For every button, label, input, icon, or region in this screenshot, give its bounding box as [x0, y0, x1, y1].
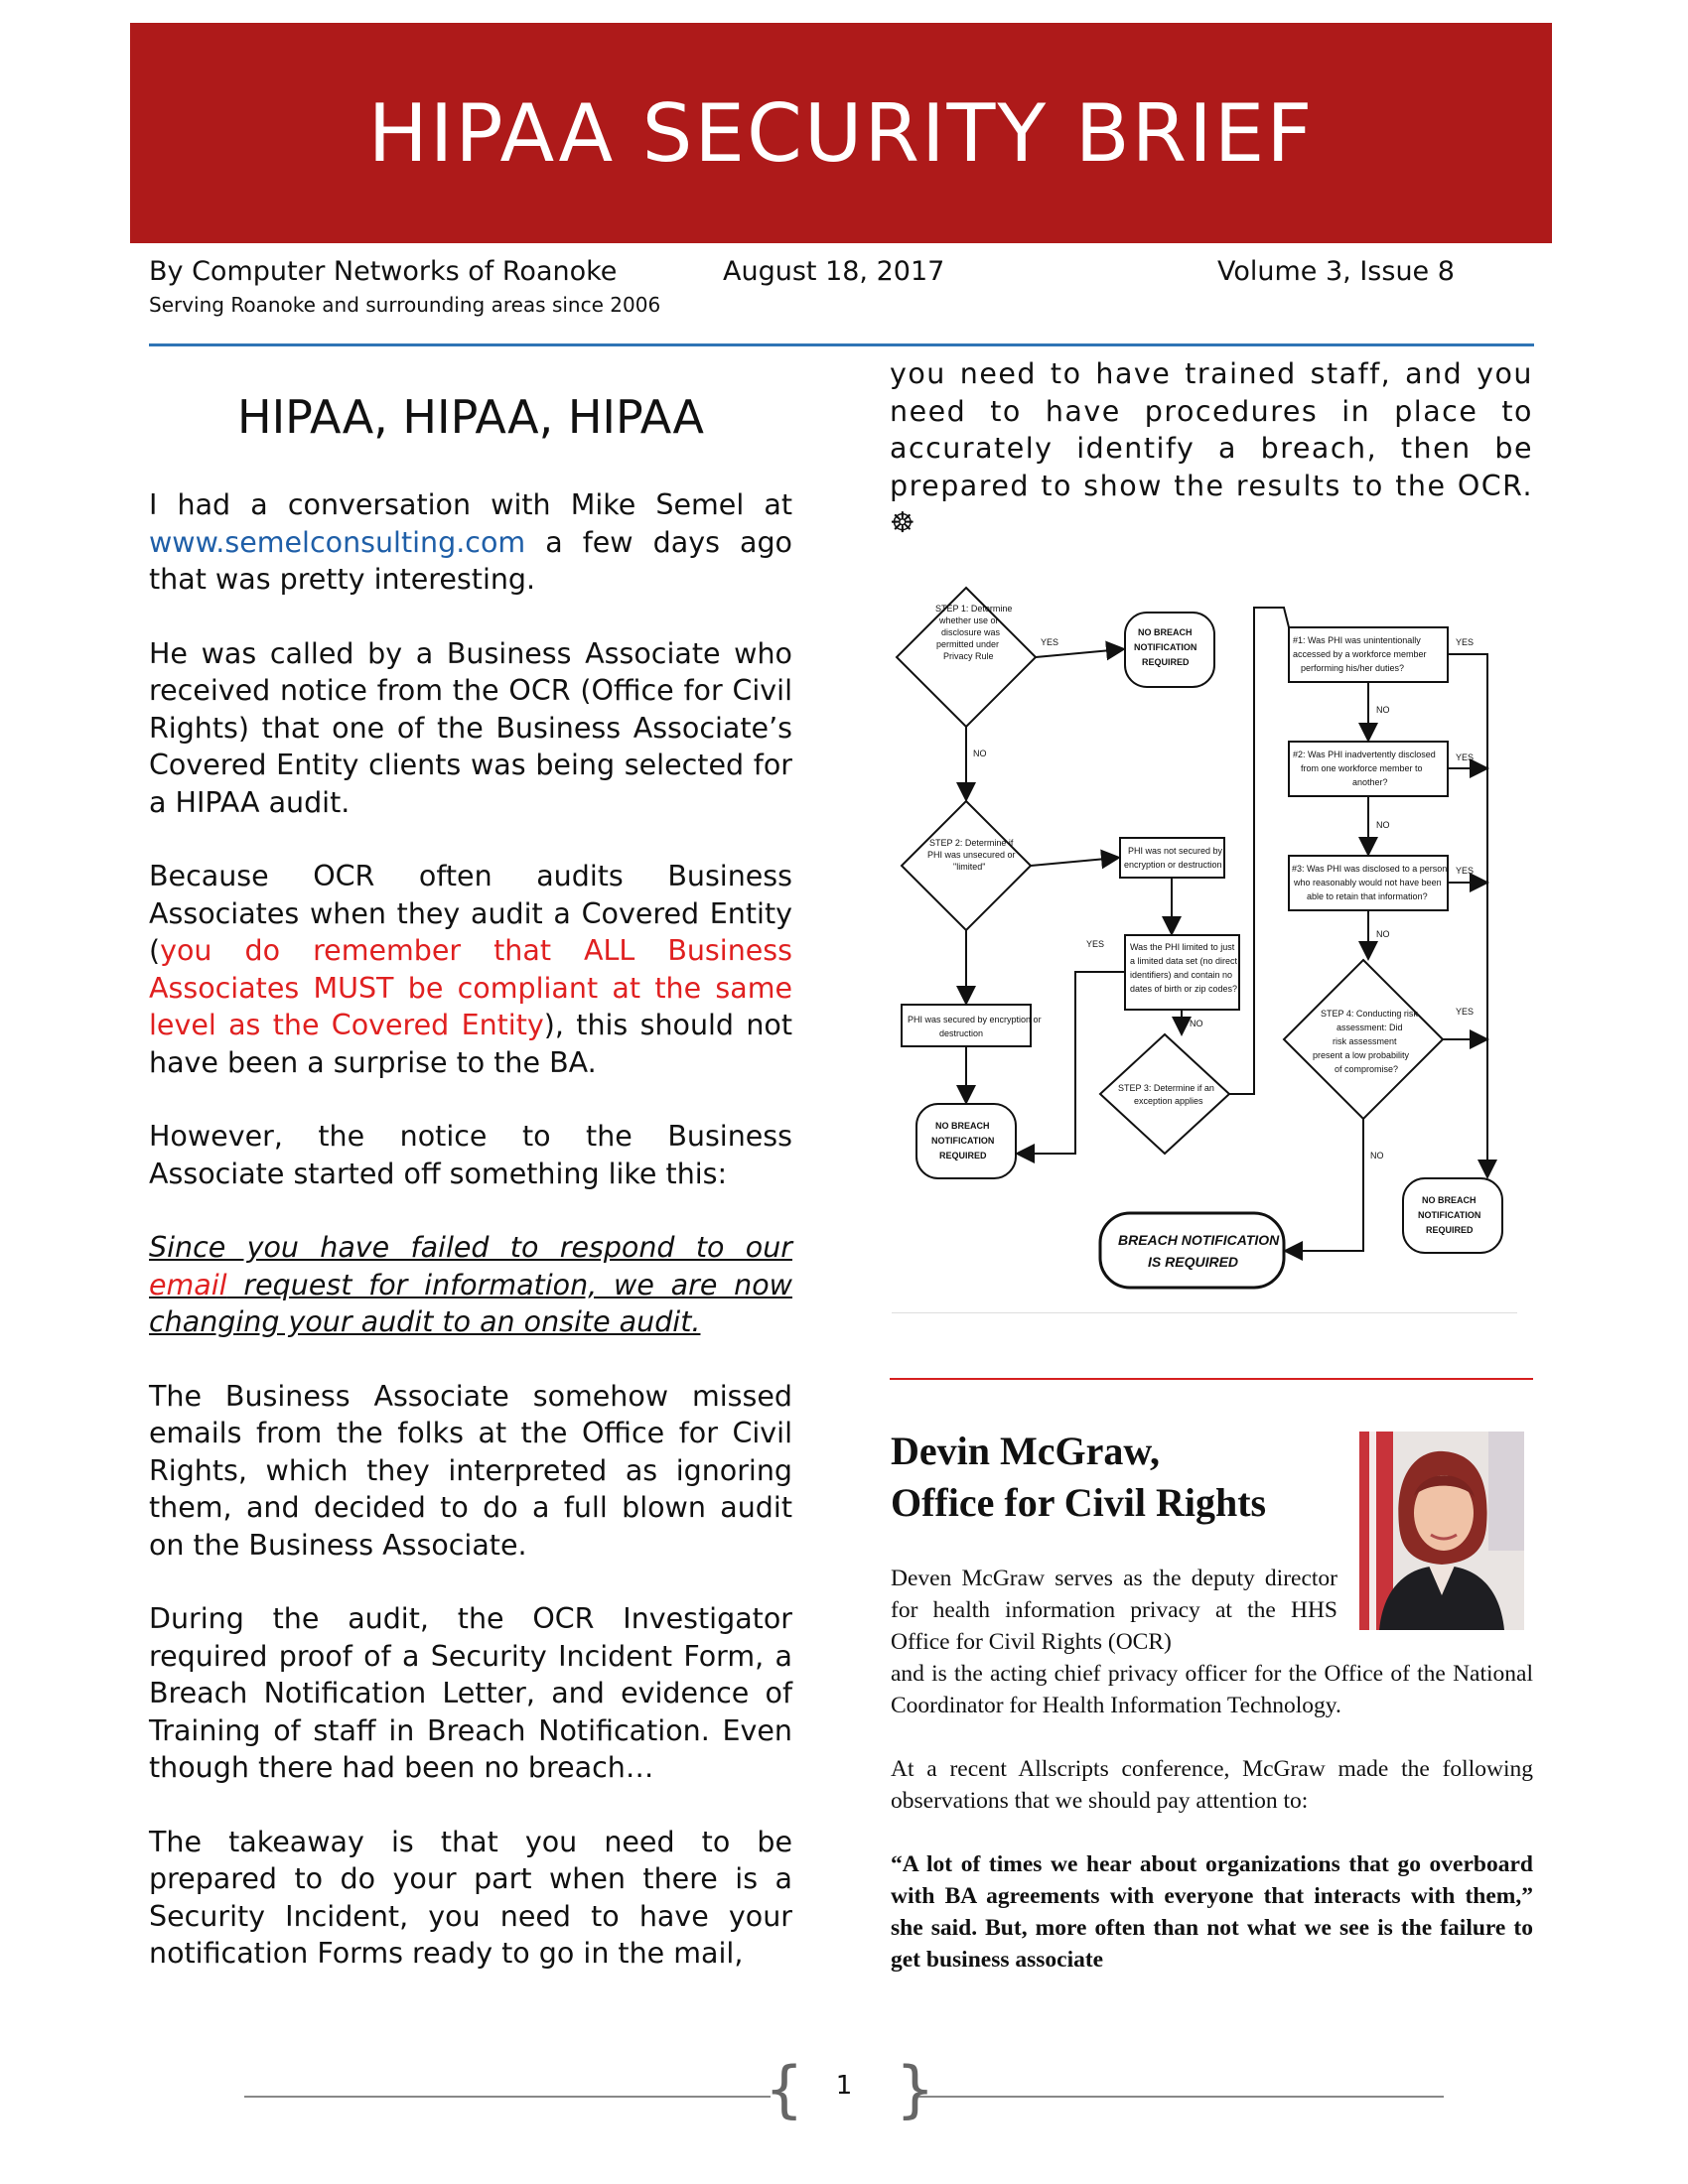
step4-line-4: of compromise? — [1335, 1064, 1399, 1074]
compliance-highlight: you do remember that ALL Business Associates MUST be compliant at the same level as the Covered Entity — [149, 934, 792, 1041]
profile-bio: Deven McGraw serves as the deputy director for health information privacy at the HHS Office for Civil Rights (OCR) — [891, 1566, 1337, 1655]
footer-rule-left — [244, 2096, 771, 2098]
not-secured-line-0: PHI was not secured by — [1128, 846, 1223, 856]
article-paragraph-7: The takeaway is that you need to be prepared to do your part when there is a Security Incident, you need to have your notification Forms ready to go in the mail, — [149, 1825, 792, 1970]
volume-issue: Volume 3, Issue 8 — [1217, 256, 1455, 287]
breach-required-line-0: BREACH NOTIFICATION — [1118, 1232, 1280, 1248]
q1-line-1: accessed by a workforce member — [1293, 649, 1427, 659]
no-breach-2-line-2: REQUIRED — [939, 1151, 987, 1160]
yes-label-q3: YES — [1456, 866, 1475, 876]
no-label-q2: NO — [1376, 820, 1390, 830]
q3-line-0: #3: Was PHI was disclosed to a person — [1292, 864, 1448, 874]
limited-line-0: Was the PHI limited to just — [1130, 942, 1235, 952]
q1-line-2: performing his/her duties? — [1301, 663, 1405, 673]
yes-label-q2: YES — [1456, 752, 1475, 762]
newsletter-title: HIPAA SECURITY BRIEF — [367, 86, 1315, 180]
article-paragraph-2: He was called by a Business Associate who received notice from the OCR (Office for Civil Rights) that one of the Business Associate’s Covered Entity clients was being selected for a HIPAA audit. — [149, 636, 792, 819]
q2-line-2: another? — [1352, 777, 1388, 787]
step2-line-1: PHI was unsecured or — [927, 850, 1016, 860]
article-paragraph-3: Because OCR often audits Business Associates when they audit a Covered Entity (you do remember that ALL Business Associates MUST be compliant at the same level as the Covered Entity), this should not have been a surprise to the BA. — [149, 860, 792, 1079]
header-divider — [149, 343, 1534, 346]
issue-date: August 18, 2017 — [723, 256, 945, 287]
article-paragraph-1: I had a conversation with Mike Semel at www.semelconsulting.com a few days ago that was pretty interesting. — [149, 488, 792, 596]
no-breach-3-line-0: NO BREACH — [1422, 1195, 1477, 1205]
footer-rule-right — [917, 2096, 1444, 2098]
not-secured-line-1: encryption or destruction — [1124, 860, 1222, 870]
step1-line-1: whether use or — [939, 615, 999, 625]
profile-paragraph-2: At a recent Allscripts conference, McGraw made the following observations that we should pay attention to: — [891, 1756, 1533, 1814]
email-link[interactable]: email — [149, 1268, 227, 1301]
profile-quote: “A lot of times we hear about organizations that go overboard with BA agreements with everyone that interacts with them,” she said. But, more often than not what we see is the failure to get business associate — [891, 1851, 1533, 1973]
step3-line-1: exception applies — [1134, 1096, 1203, 1106]
no-label-q1: NO — [1376, 705, 1390, 715]
breach-required-line-1: IS REQUIRED — [1148, 1254, 1239, 1270]
secured-box — [902, 1005, 1031, 1046]
section-divider — [890, 1378, 1533, 1380]
article-headline: HIPAA, HIPAA, HIPAA — [237, 390, 704, 444]
article-paragraph-5: The Business Associate somehow missed emails from the folks at the Office for Civil Rights, which they interpreted as ignoring them, and decided to do a full blown audit on the Business Associate. — [149, 1379, 792, 1562]
step3-line-0: STEP 3: Determine if an — [1118, 1083, 1214, 1093]
yes-label-2: YES — [1086, 939, 1105, 949]
no-breach-3-line-2: REQUIRED — [1426, 1225, 1474, 1235]
ocr-notice-quote: Since you have failed to respond to our email request for information, we are now changing your audit to an onsite audit. — [149, 1231, 792, 1338]
no-breach-2-line-0: NO BREACH — [935, 1121, 990, 1131]
article-paragraph-4: However, the notice to the Business Associate started off something like this: — [149, 1120, 792, 1190]
step2-line-2: "limited" — [953, 862, 986, 872]
limited-line-2: identifiers) and contain no — [1130, 970, 1233, 980]
secured-line-1: destruction — [939, 1028, 984, 1038]
no-label-1: NO — [973, 749, 987, 758]
q3-line-2: able to retain that information? — [1307, 891, 1428, 901]
no-label-q3: NO — [1376, 929, 1390, 939]
breach-required-box — [1100, 1213, 1284, 1288]
tagline: Serving Roanoke and surrounding areas since 2006 — [149, 293, 661, 317]
semel-consulting-link[interactable]: www.semelconsulting.com — [149, 525, 526, 559]
profile-bio-continued: and is the acting chief privacy officer for the Office of the National Coordinator for Health Information Technology. — [891, 1661, 1533, 1718]
no-breach-2-line-1: NOTIFICATION — [931, 1136, 995, 1146]
step3-diamond — [1100, 1034, 1229, 1154]
yes-label-1: YES — [1041, 637, 1059, 647]
page-number: 1 — [835, 2071, 853, 2101]
limited-line-1: a limited data set (no direct — [1130, 956, 1238, 966]
step4-line-1: assessment: Did — [1336, 1023, 1403, 1032]
profile-section — [891, 1426, 1533, 1976]
no-label-2: NO — [1190, 1019, 1203, 1028]
no-breach-1-line-0: NO BREACH — [1138, 627, 1193, 637]
q1-line-0: #1: Was PHI was unintentionally — [1293, 635, 1421, 645]
byline: By Computer Networks of Roanoke — [149, 256, 618, 287]
portrait-illustration — [1359, 1432, 1524, 1630]
step2-line-0: STEP 2: Determine if — [929, 838, 1014, 848]
article-paragraph-6: During the audit, the OCR Investigator required proof of a Security Incident Form, a Breach Notification Letter, and evidence of Training of staff in Breach Notification. Even though there had been no breach… — [149, 1602, 792, 1784]
article-continued: you need to have trained staff, and you need to have procedures in place to accurately identify a breach, then be prepared to show the results to the OCR. ☸ — [890, 357, 1533, 539]
footer-bracket-left: { — [765, 2053, 804, 2125]
q2-line-1: from one workforce member to — [1301, 763, 1423, 773]
step4-line-3: present a low probability — [1313, 1050, 1410, 1060]
masthead-banner — [130, 23, 1552, 243]
breach-flowchart — [892, 578, 1517, 1313]
profile-heading: Devin McGraw, Office for Civil Rights — [891, 1429, 1267, 1525]
no-breach-1-line-2: REQUIRED — [1142, 657, 1190, 667]
q3-line-1: who reasonably would not have been — [1294, 878, 1442, 887]
step4-line-0: STEP 4: Conducting risk — [1321, 1009, 1418, 1019]
article-column — [149, 389, 792, 2009]
yes-label-step4: YES — [1456, 1007, 1475, 1017]
portrait-photo — [1359, 1432, 1524, 1630]
secured-line-0: PHI was secured by encryption or — [908, 1015, 1042, 1024]
step1-line-3: permitted under — [936, 639, 1000, 649]
step1-line-2: disclosure was — [941, 627, 1001, 637]
limited-line-3: dates of birth or zip codes? — [1130, 984, 1238, 994]
no-label-step4: NO — [1370, 1151, 1384, 1160]
not-secured-box — [1120, 838, 1224, 878]
step1-line-4: Privacy Rule — [943, 651, 994, 661]
yes-label-q1: YES — [1456, 637, 1475, 647]
step1-line-0: STEP 1: Determine — [935, 604, 1013, 614]
step4-line-2: risk assessment — [1333, 1036, 1397, 1046]
q2-line-0: #2: Was PHI inadvertently disclosed — [1293, 750, 1436, 759]
flowchart-svg — [892, 578, 1517, 1312]
no-breach-3-line-1: NOTIFICATION — [1418, 1210, 1481, 1220]
no-breach-1-line-1: NOTIFICATION — [1134, 642, 1197, 652]
footer-bracket-right: } — [896, 2053, 935, 2125]
